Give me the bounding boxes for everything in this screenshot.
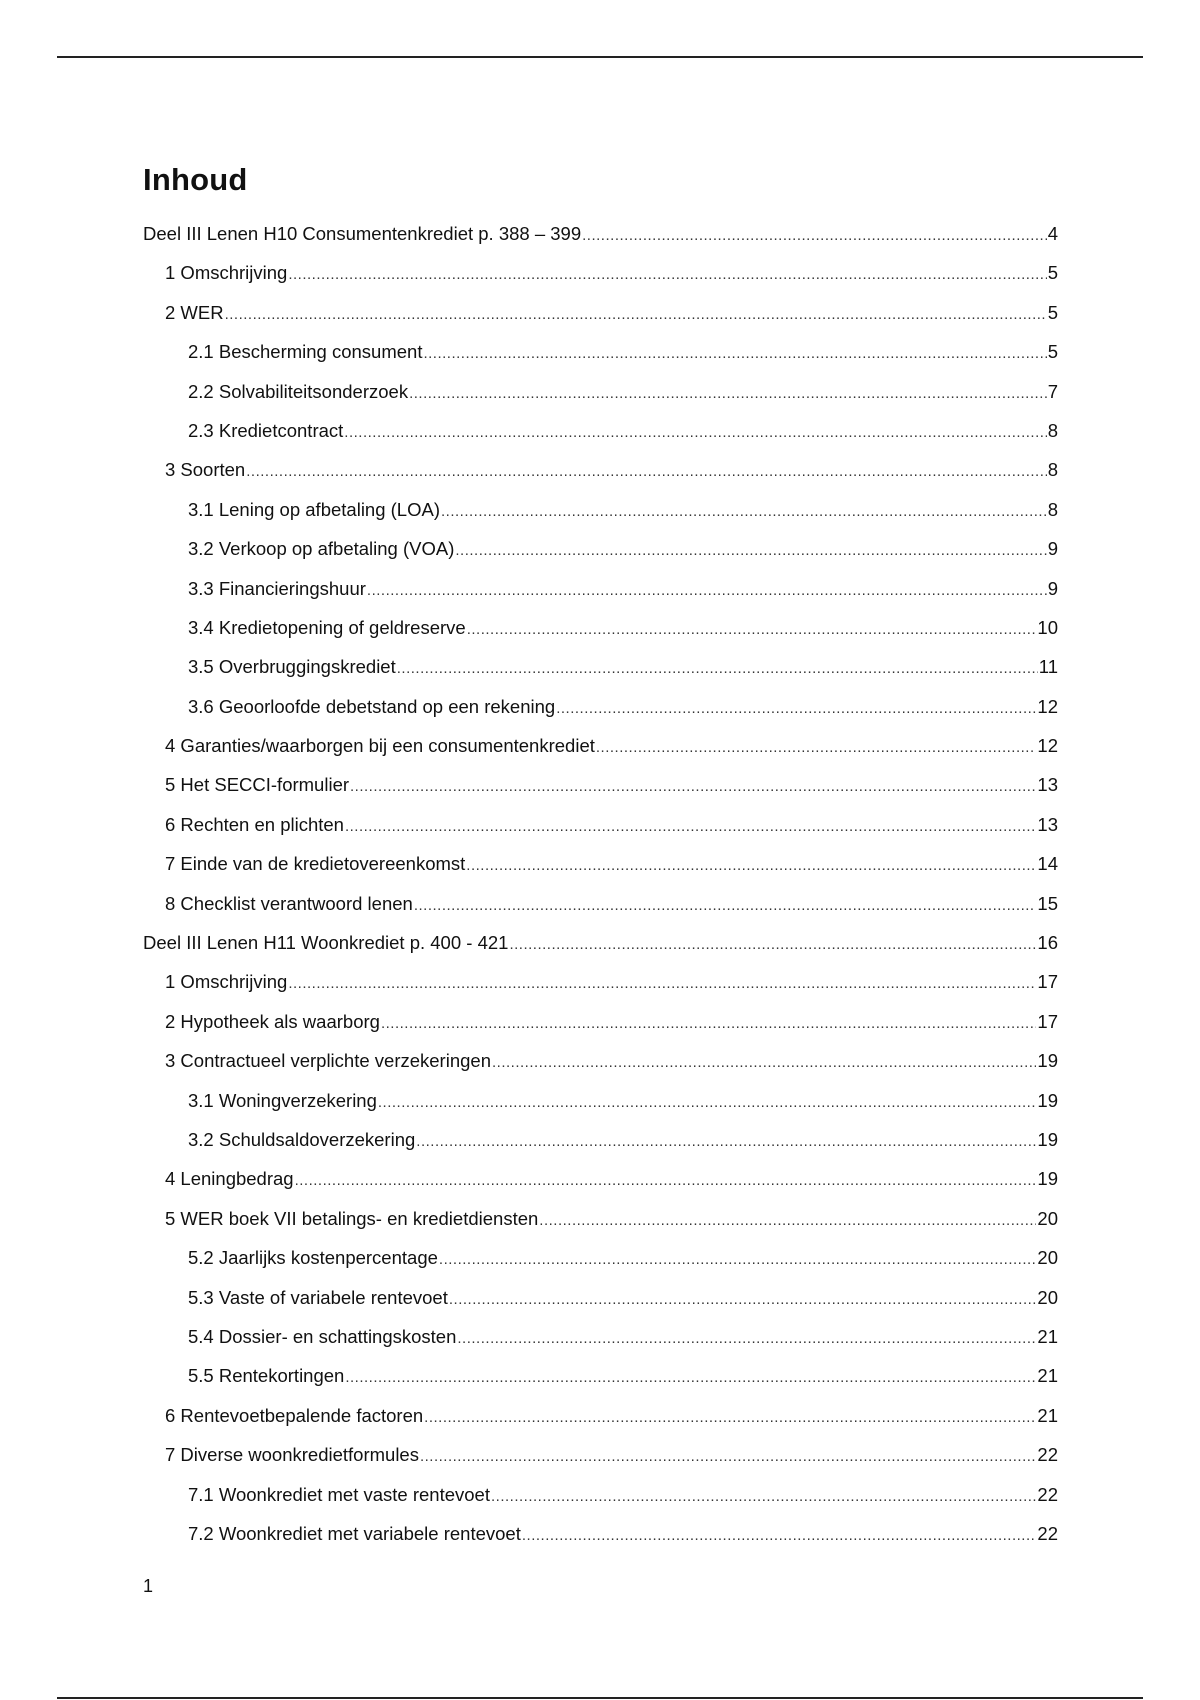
toc-entry-page: 5 — [1047, 341, 1058, 363]
toc-entry[interactable] — [143, 1356, 1058, 1395]
toc-dot-leader — [491, 1477, 1036, 1514]
toc-entry-page: 12 — [1037, 695, 1058, 717]
toc-entry-title: 3.2 Verkoop op afbetaling (VOA) — [188, 538, 455, 560]
toc-entry[interactable] — [143, 1002, 1058, 1041]
toc-entry-title: 4 Leningbedrag — [165, 1168, 294, 1190]
page-title: Inhoud — [143, 162, 248, 197]
toc-entry-title: 3.5 Overbruggingskrediet — [188, 656, 396, 678]
toc-entry[interactable] — [143, 1199, 1058, 1238]
toc-entry-title: 5.5 Rentekortingen — [188, 1365, 345, 1387]
toc-entry-title: 8 Checklist verantwoord lenen — [165, 892, 413, 914]
toc-entry[interactable] — [143, 1278, 1058, 1317]
toc-entry-page: 19 — [1037, 1050, 1058, 1072]
toc-entry-page: 20 — [1037, 1286, 1058, 1308]
toc-dot-leader — [439, 1240, 1037, 1277]
toc-entry[interactable] — [143, 529, 1058, 568]
toc-entry[interactable] — [143, 411, 1058, 450]
toc-entry-page: 20 — [1037, 1207, 1058, 1229]
toc-entry[interactable] — [143, 962, 1058, 1001]
toc-entry-page: 21 — [1037, 1404, 1058, 1426]
toc-entry-title: 3.1 Lening op afbetaling (LOA) — [188, 498, 440, 520]
toc-entry[interactable] — [143, 569, 1058, 608]
toc-dot-leader — [409, 374, 1047, 411]
toc-entry[interactable] — [143, 884, 1058, 923]
toc-dot-leader — [556, 689, 1036, 726]
header-rule — [57, 56, 1143, 58]
toc-entry-title: 3.6 Geoorloofde debetstand op een rekening — [188, 695, 556, 717]
toc-dot-leader — [466, 846, 1036, 883]
toc-dot-leader — [225, 295, 1047, 332]
toc-entry-title: 2.1 Bescherming consument — [188, 341, 423, 363]
toc-entry-page: 13 — [1037, 813, 1058, 835]
toc-dot-leader — [492, 1043, 1036, 1080]
toc-entry-title: 3.4 Kredietopening of geldreserve — [188, 616, 466, 638]
toc-dot-leader — [350, 767, 1036, 804]
toc-entry-page: 10 — [1037, 616, 1058, 638]
toc-entry-title: 3.2 Schuldsaldoverzekering — [188, 1128, 416, 1150]
toc-dot-leader — [441, 492, 1047, 529]
toc-entry-title: 7 Einde van de kredietovereenkomst — [165, 853, 466, 875]
toc-dot-leader — [509, 925, 1036, 962]
toc-entry-page: 8 — [1047, 498, 1058, 520]
toc-dot-leader — [420, 1437, 1036, 1474]
toc-entry-page: 14 — [1037, 853, 1058, 875]
toc-dot-leader — [423, 334, 1046, 371]
toc-entry-page: 17 — [1037, 1010, 1058, 1032]
toc-entry[interactable] — [143, 1159, 1058, 1198]
toc-entry[interactable] — [143, 372, 1058, 411]
toc-dot-leader — [288, 255, 1046, 292]
toc-entry-page: 22 — [1037, 1483, 1058, 1505]
toc-entry-title: 3.3 Financieringshuur — [188, 577, 366, 599]
toc-entry[interactable] — [143, 1238, 1058, 1277]
toc-entry-title: 3 Contractueel verplichte verzekeringen — [165, 1050, 491, 1072]
toc-dot-leader — [344, 413, 1046, 450]
toc-entry-page: 22 — [1037, 1444, 1058, 1466]
toc-entry-title: 4 Garanties/waarborgen bij een consumentenkrediet — [165, 735, 595, 757]
toc-entry-title: 5.3 Vaste of variabele rentevoet — [188, 1286, 448, 1308]
toc-entry-page: 4 — [1047, 223, 1058, 244]
toc-dot-leader — [539, 1201, 1036, 1238]
toc-entry[interactable] — [143, 490, 1058, 529]
toc-entry-title: 5.4 Dossier- en schattingskosten — [188, 1325, 457, 1347]
toc-entry-page: 19 — [1037, 1128, 1058, 1150]
toc-dot-leader — [367, 571, 1047, 608]
toc-entry[interactable] — [143, 765, 1058, 804]
toc-dot-leader — [424, 1398, 1036, 1435]
toc-entry-page: 9 — [1047, 577, 1058, 599]
toc-entry-page: 16 — [1037, 932, 1058, 954]
toc-dot-leader — [416, 1122, 1036, 1159]
toc-entry[interactable] — [143, 687, 1058, 726]
toc-entry-page: 7 — [1047, 380, 1058, 402]
toc-entry[interactable] — [143, 726, 1058, 765]
toc-entry[interactable] — [143, 1120, 1058, 1159]
toc-dot-leader — [288, 964, 1036, 1001]
toc-entry[interactable] — [143, 1396, 1058, 1435]
toc-entry[interactable] — [143, 332, 1058, 371]
table-of-contents — [143, 214, 1058, 1553]
toc-dot-leader — [414, 886, 1037, 923]
toc-entry[interactable] — [143, 1435, 1058, 1474]
toc-dot-leader — [467, 610, 1037, 647]
toc-entry[interactable] — [143, 450, 1058, 489]
toc-entry-title: 7.2 Woonkrediet met variabele rentevoet — [188, 1522, 521, 1544]
toc-dot-leader — [295, 1161, 1037, 1198]
toc-entry-title: Deel III Lenen H11 Woonkrediet p. 400 - 421 — [143, 932, 509, 954]
toc-dot-leader — [582, 216, 1047, 253]
toc-dot-leader — [246, 452, 1046, 489]
toc-entry-page: 20 — [1037, 1247, 1058, 1269]
toc-entry-page: 9 — [1047, 538, 1058, 560]
toc-entry-title: Deel III Lenen H10 Consumentenkrediet p. 388 – 399 — [143, 223, 582, 244]
toc-entry[interactable] — [143, 293, 1058, 332]
toc-entry-title: 7 Diverse woonkredietformules — [165, 1444, 419, 1466]
toc-entry[interactable] — [143, 647, 1058, 686]
toc-dot-leader — [596, 728, 1037, 765]
toc-entry[interactable] — [143, 1041, 1058, 1080]
toc-entry-page: 8 — [1047, 419, 1058, 441]
toc-entry-page: 5 — [1047, 301, 1058, 323]
toc-entry-title: 1 Omschrijving — [165, 262, 288, 284]
toc-dot-leader — [522, 1516, 1037, 1553]
toc-entry-title: 1 Omschrijving — [165, 971, 288, 993]
toc-entry[interactable] — [143, 923, 1058, 962]
toc-entry-page: 17 — [1037, 971, 1058, 993]
toc-dot-leader — [455, 531, 1046, 568]
toc-dot-leader — [397, 649, 1038, 686]
toc-entry[interactable] — [143, 844, 1058, 883]
toc-entry[interactable] — [143, 1317, 1058, 1356]
toc-entry-page: 12 — [1037, 735, 1058, 757]
toc-entry-page: 11 — [1038, 656, 1058, 678]
toc-entry-page: 8 — [1047, 459, 1058, 481]
toc-entry-title: 5.2 Jaarlijks kostenpercentage — [188, 1247, 438, 1269]
toc-entry-page: 15 — [1037, 892, 1058, 914]
toc-entry[interactable] — [143, 253, 1058, 292]
toc-entry-page: 13 — [1037, 774, 1058, 796]
toc-entry-page: 21 — [1037, 1325, 1058, 1347]
toc-entry-title: 3.1 Woningverzekering — [188, 1089, 377, 1111]
toc-entry-page: 21 — [1037, 1365, 1058, 1387]
toc-entry-title: 6 Rentevoetbepalende factoren — [165, 1404, 424, 1426]
toc-entry-title: 5 WER boek VII betalings- en kredietdiensten — [165, 1207, 539, 1229]
toc-dot-leader — [457, 1319, 1036, 1356]
toc-entry-page: 19 — [1037, 1089, 1058, 1111]
toc-entry-title: 7.1 Woonkrediet met vaste rentevoet — [188, 1483, 490, 1505]
toc-entry-title: 2.2 Solvabiliteitsonderzoek — [188, 380, 409, 402]
toc-entry[interactable] — [143, 1514, 1058, 1553]
footer-rule — [57, 1697, 1143, 1699]
toc-dot-leader — [345, 807, 1036, 844]
toc-entry-title: 2.3 Kredietcontract — [188, 419, 344, 441]
toc-entry-page: 5 — [1047, 262, 1058, 284]
page-number: 1 — [143, 1576, 154, 1596]
toc-dot-leader — [345, 1358, 1036, 1395]
toc-entry[interactable] — [143, 805, 1058, 844]
toc-dot-leader — [378, 1083, 1037, 1120]
toc-entry-title: 2 WER — [165, 301, 224, 323]
toc-dot-leader — [381, 1004, 1036, 1041]
toc-dot-leader — [449, 1280, 1037, 1317]
toc-entry[interactable] — [143, 1081, 1058, 1120]
toc-entry-title: 5 Het SECCI-formulier — [165, 774, 350, 796]
toc-entry[interactable] — [143, 1475, 1058, 1514]
toc-entry-page: 19 — [1037, 1168, 1058, 1190]
toc-entry-page: 22 — [1037, 1522, 1058, 1544]
toc-entry[interactable] — [143, 214, 1058, 253]
toc-entry-title: 2 Hypotheek als waarborg — [165, 1010, 380, 1032]
toc-entry[interactable] — [143, 608, 1058, 647]
toc-entry-title: 6 Rechten en plichten — [165, 813, 344, 835]
toc-entry-title: 3 Soorten — [165, 459, 246, 481]
